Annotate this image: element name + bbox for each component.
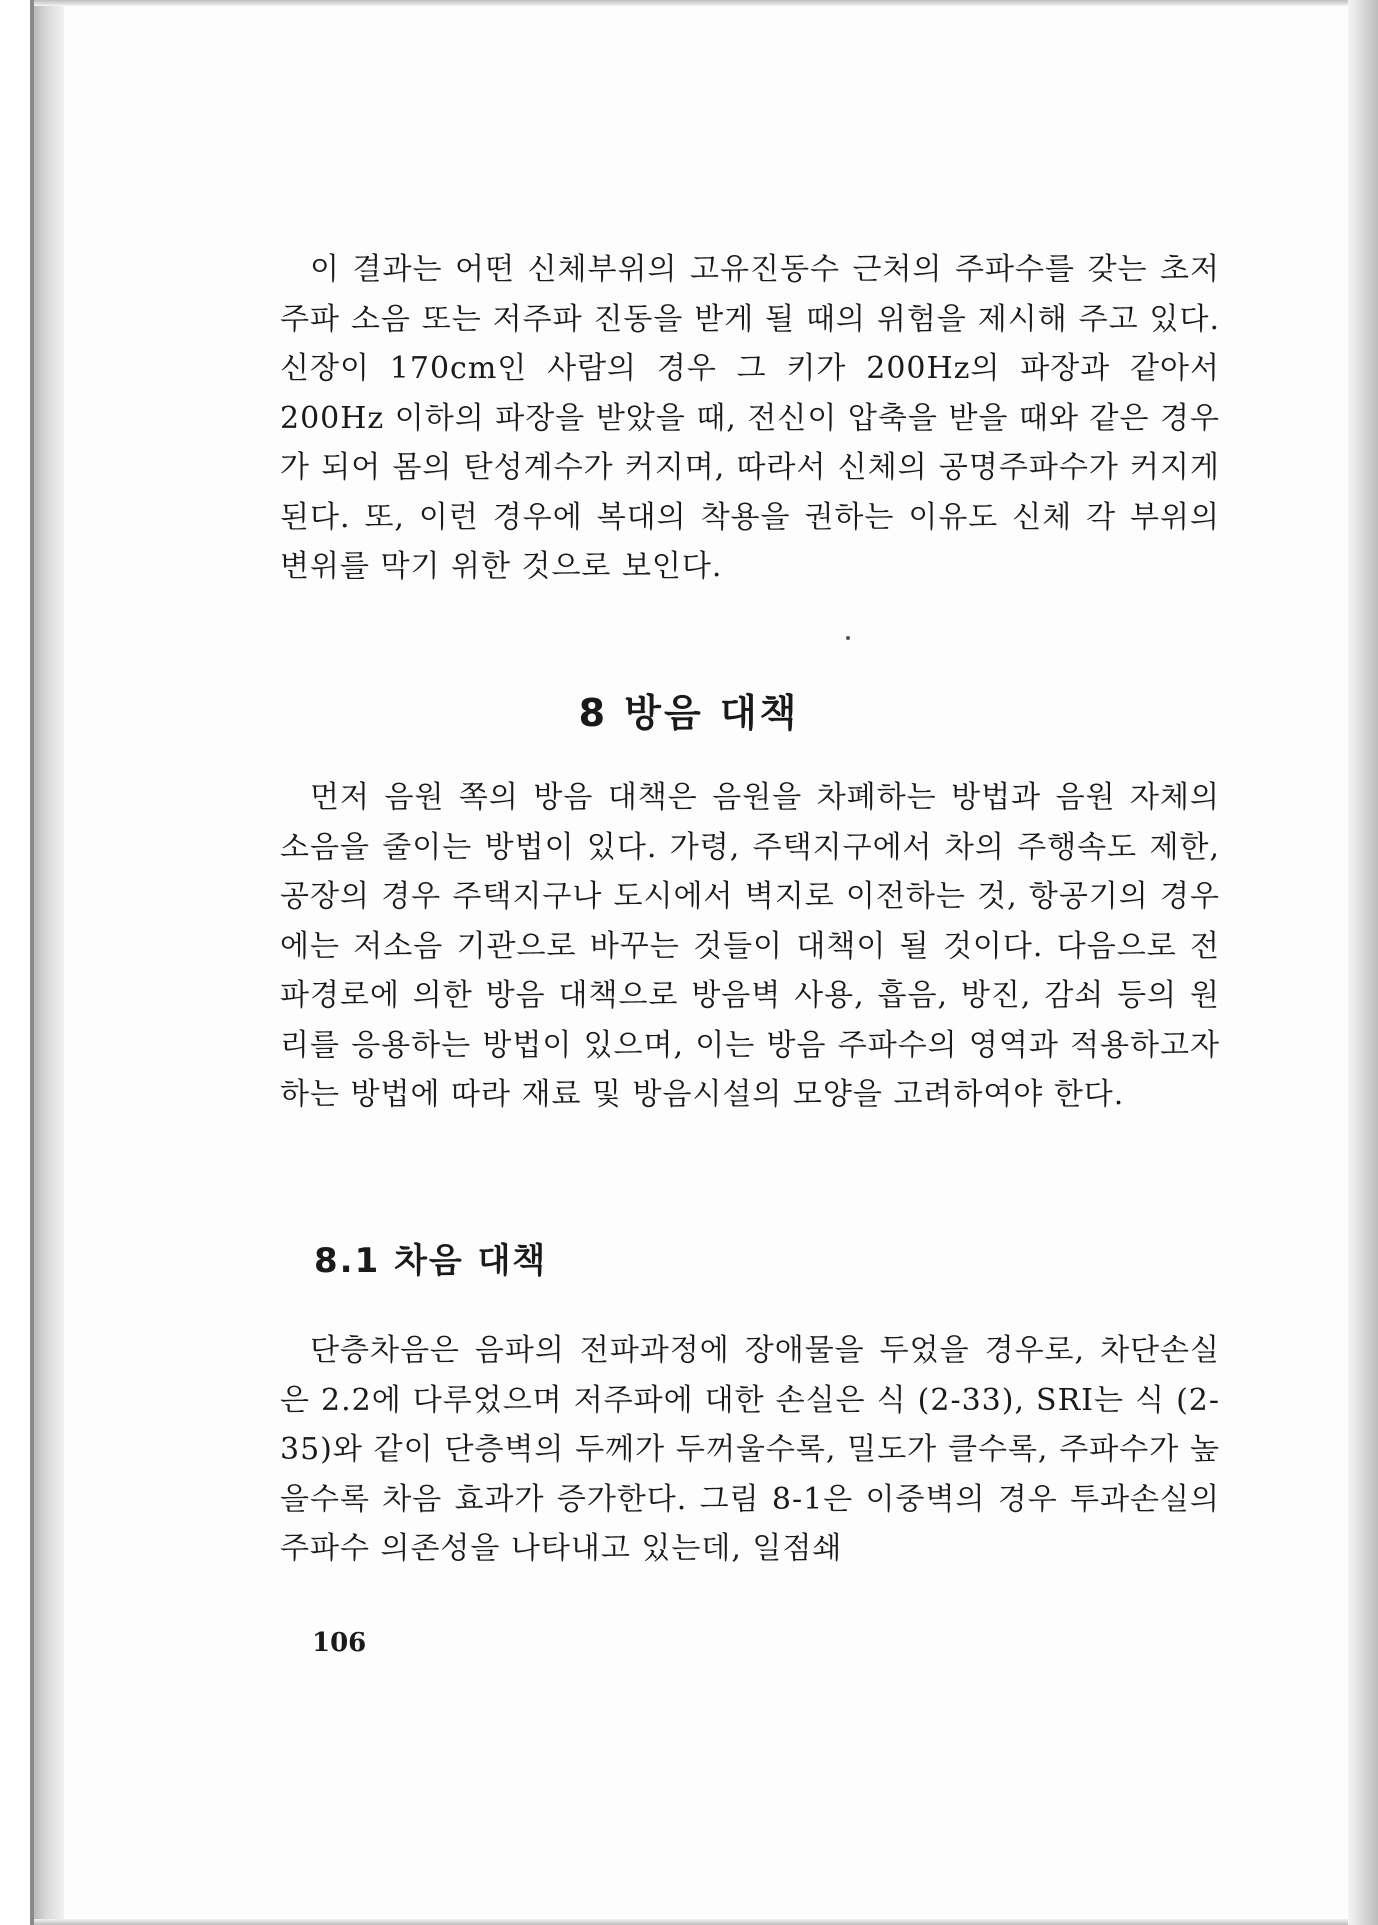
section-paragraph: 단층차음은 음파의 전파과정에 장애물을 두었을 경우로, 차단손실은 2.2에 다루었으며 저주파에 대한 손실은 식 (2-33), SRI는 식 (2-35)와 같이 단층벽의 두께가 두꺼울수록, 밀도가 클수록, 주파수가 높을수록 차음 효과가 증가한다. 그림 8-1은 이중벽의 경우 투과손실의 주파수 의존성을 나타내고 있는데, 일점쇄 — [280, 1333, 1220, 1566]
chapter-paragraph: 먼저 음원 쪽의 방음 대책은 음원을 차폐하는 방법과 음원 자체의 소음을 줄이는 방법이 있다. 가령, 주택지구에서 차의 주행속도 제한, 공장의 경우 주택지구나 도시에서 벽지로 이전하는 것, 항공기의 경우에는 저소음 기관으로 바꾸는 것들이 대책이 될 것이다. 다음으로 전파경로에 의한 방음 대책으로 방음벽 사용, 흡음, 방진, 감쇠 등의 원리를 응용하는 방법이 있으며, 이는 방음 주파수의 영역과 적용하고자 하는 방법에 따라 재료 및 방음시설의 모양을 고려하여야 한다. — [280, 780, 1220, 1112]
intro-paragraph: 이 결과는 어떤 신체부위의 고유진동수 근처의 주파수를 갖는 초저주파 소음 또는 저주파 진동을 받게 될 때의 위험을 제시해 주고 있다. 신장이 170cm인 사람의 경우 그 키가 200Hz의 파장과 같아서 200Hz 이하의 파장을 받았을 때, 전신이 압축을 받을 때와 같은 경우가 되어 몸의 탄성계수가 커지며, 따라서 신체의 공명주파수가 커지게 된다. 또, 이런 경우에 복대의 착용을 권하는 이유도 신체 각 부위의 변위를 막기 위한 것으로 보인다. — [280, 252, 1220, 584]
chapter-paragraph-block — [280, 773, 1220, 1120]
page-right-edge — [1348, 0, 1378, 1925]
section-title: 8.1 차음 대책 — [314, 1241, 548, 1281]
page-bottom-edge — [34, 1919, 1348, 1925]
intro-paragraph-block — [280, 245, 1220, 592]
chapter-title: 8 방음 대책 — [578, 691, 800, 735]
page-number: 106 — [312, 1628, 367, 1658]
section-paragraph-block — [280, 1326, 1220, 1574]
separator-dot — [846, 636, 850, 640]
page-left-edge — [34, 0, 64, 1925]
